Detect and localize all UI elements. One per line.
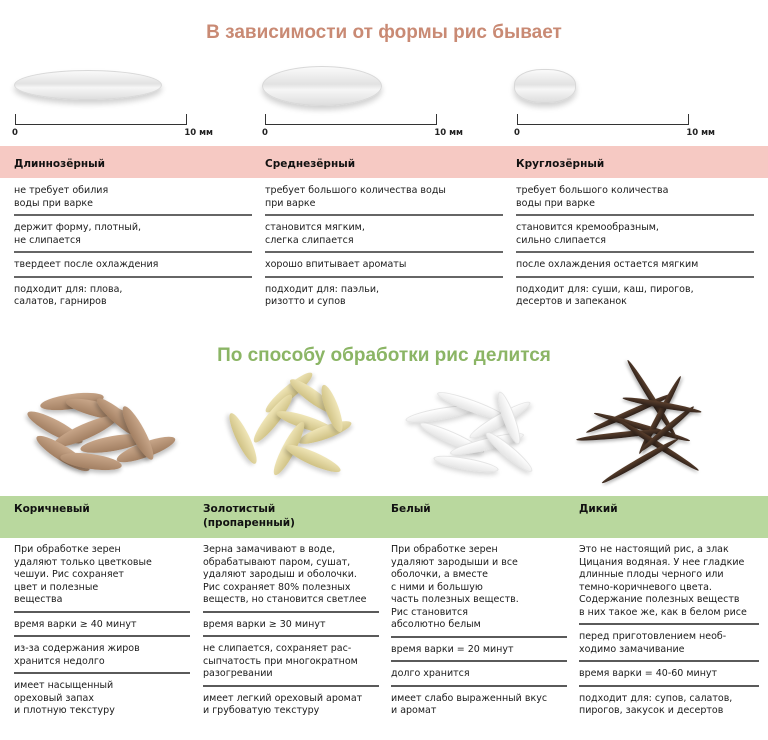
prop-cell: Зерна замачивают в воде, обрабатывают паром, сушат, удаляют зародыш и оболочки. Рис сохраняет 80% полезных веществ, но становится светлее bbox=[203, 538, 379, 613]
type-name-medium: Среднезёрный bbox=[265, 158, 356, 170]
shape-section-title: В зависимости от формы рис бывает bbox=[206, 22, 562, 43]
prop-cell: имеет слабо выраженный вкус и аромат bbox=[391, 692, 548, 716]
prop-cell: требует большого количества воды при варке bbox=[265, 179, 503, 216]
scale-ruler-1: 0 10 мм bbox=[15, 114, 187, 126]
prop-cell: не слипается, сохраняет рас- сыпчатость при многократном разогревании bbox=[203, 637, 379, 687]
prop-cell: становится мягким, слегка слипается bbox=[265, 216, 503, 253]
scale-ruler-3: 0 10 мм bbox=[517, 114, 689, 126]
type-name-round: Круглозёрный bbox=[516, 158, 605, 170]
prop-cell: требует большого количества воды при варке bbox=[516, 179, 754, 216]
prop-cell: При обработке зерен удаляют зародыши и все оболочки, а вместе с ними и большую часть полезных веществ. Рис становится абсолютно белым bbox=[391, 538, 567, 638]
shape-header-band bbox=[0, 146, 768, 178]
long-grain-props bbox=[14, 179, 252, 313]
prop-cell: хорошо впитывает ароматы bbox=[265, 253, 503, 278]
prop-cell: имеет насыщенный ореховый запах и плотную текстуру bbox=[14, 680, 115, 716]
prop-cell: Это не настоящий рис, а злак Цицания водяная. У нее гладкие длинные плоды черного или темно-коричневого цвета. Содержание полезных веществ в них такое же, как в белом рисе bbox=[579, 538, 759, 625]
brown-rice-props bbox=[14, 538, 190, 722]
prop-cell: время варки ≥ 40 минут bbox=[14, 613, 190, 638]
prop-cell: время варки = 40-60 минут bbox=[579, 662, 759, 687]
prop-cell: время варки ≥ 30 минут bbox=[203, 613, 379, 638]
type-name-golden: Золотистый (пропаренный) bbox=[203, 503, 295, 529]
wild-rice-image bbox=[572, 372, 702, 492]
type-name-white: Белый bbox=[391, 503, 431, 515]
rice-grain bbox=[283, 440, 343, 476]
prop-cell: твердеет после охлаждения bbox=[14, 253, 252, 278]
wild-rice-props bbox=[579, 538, 759, 722]
long-grain-image bbox=[14, 70, 162, 100]
prop-cell: подходит для: паэльи, ризотто и супов bbox=[265, 283, 380, 307]
rice-grain bbox=[600, 436, 679, 485]
white-rice-props bbox=[391, 538, 567, 722]
rice-grain bbox=[59, 450, 122, 473]
prop-cell: из-за содержания жиров хранится недолго bbox=[14, 637, 190, 674]
type-name-long: Длиннозёрный bbox=[14, 158, 105, 170]
processing-section-title: По способу обработки рис делится bbox=[217, 345, 551, 366]
prop-cell: после охлаждения остается мягким bbox=[516, 253, 754, 278]
processing-header-band bbox=[0, 496, 768, 538]
type-name-brown: Коричневый bbox=[14, 503, 90, 515]
round-grain-props bbox=[516, 179, 754, 313]
white-rice-image bbox=[395, 388, 540, 488]
type-name-wild: Дикий bbox=[579, 503, 618, 515]
golden-rice-props bbox=[203, 538, 379, 722]
medium-grain-props bbox=[265, 179, 503, 313]
prop-cell: имеет легкий ореховый аромат и грубоватую текстуру bbox=[203, 692, 363, 716]
prop-cell: не требует обилия воды при варке bbox=[14, 179, 252, 216]
medium-grain-image bbox=[262, 66, 382, 106]
prop-cell: перед приготовлением необ- ходимо замачивание bbox=[579, 625, 759, 662]
prop-cell: долго хранится bbox=[391, 662, 567, 687]
golden-rice-image bbox=[215, 372, 355, 487]
scale-ruler-2: 0 10 мм bbox=[265, 114, 437, 126]
prop-cell: время варки = 20 минут bbox=[391, 638, 567, 663]
brown-rice-image bbox=[20, 380, 180, 485]
prop-cell: подходит для: супов, салатов, пирогов, закусок и десертов bbox=[579, 692, 733, 716]
rice-grain bbox=[432, 452, 499, 475]
prop-cell: При обработке зерен удаляют только цветковые чешуи. Рис сохраняет цвет и полезные вещества bbox=[14, 538, 190, 613]
round-grain-image bbox=[514, 69, 576, 103]
prop-cell: держит форму, плотный, не слипается bbox=[14, 216, 252, 253]
prop-cell: подходит для: плова, салатов, гарниров bbox=[14, 283, 123, 307]
prop-cell: подходит для: суши, каш, пирогов, десертов и запеканок bbox=[516, 283, 694, 307]
prop-cell: становится кремообразным, сильно слипается bbox=[516, 216, 754, 253]
